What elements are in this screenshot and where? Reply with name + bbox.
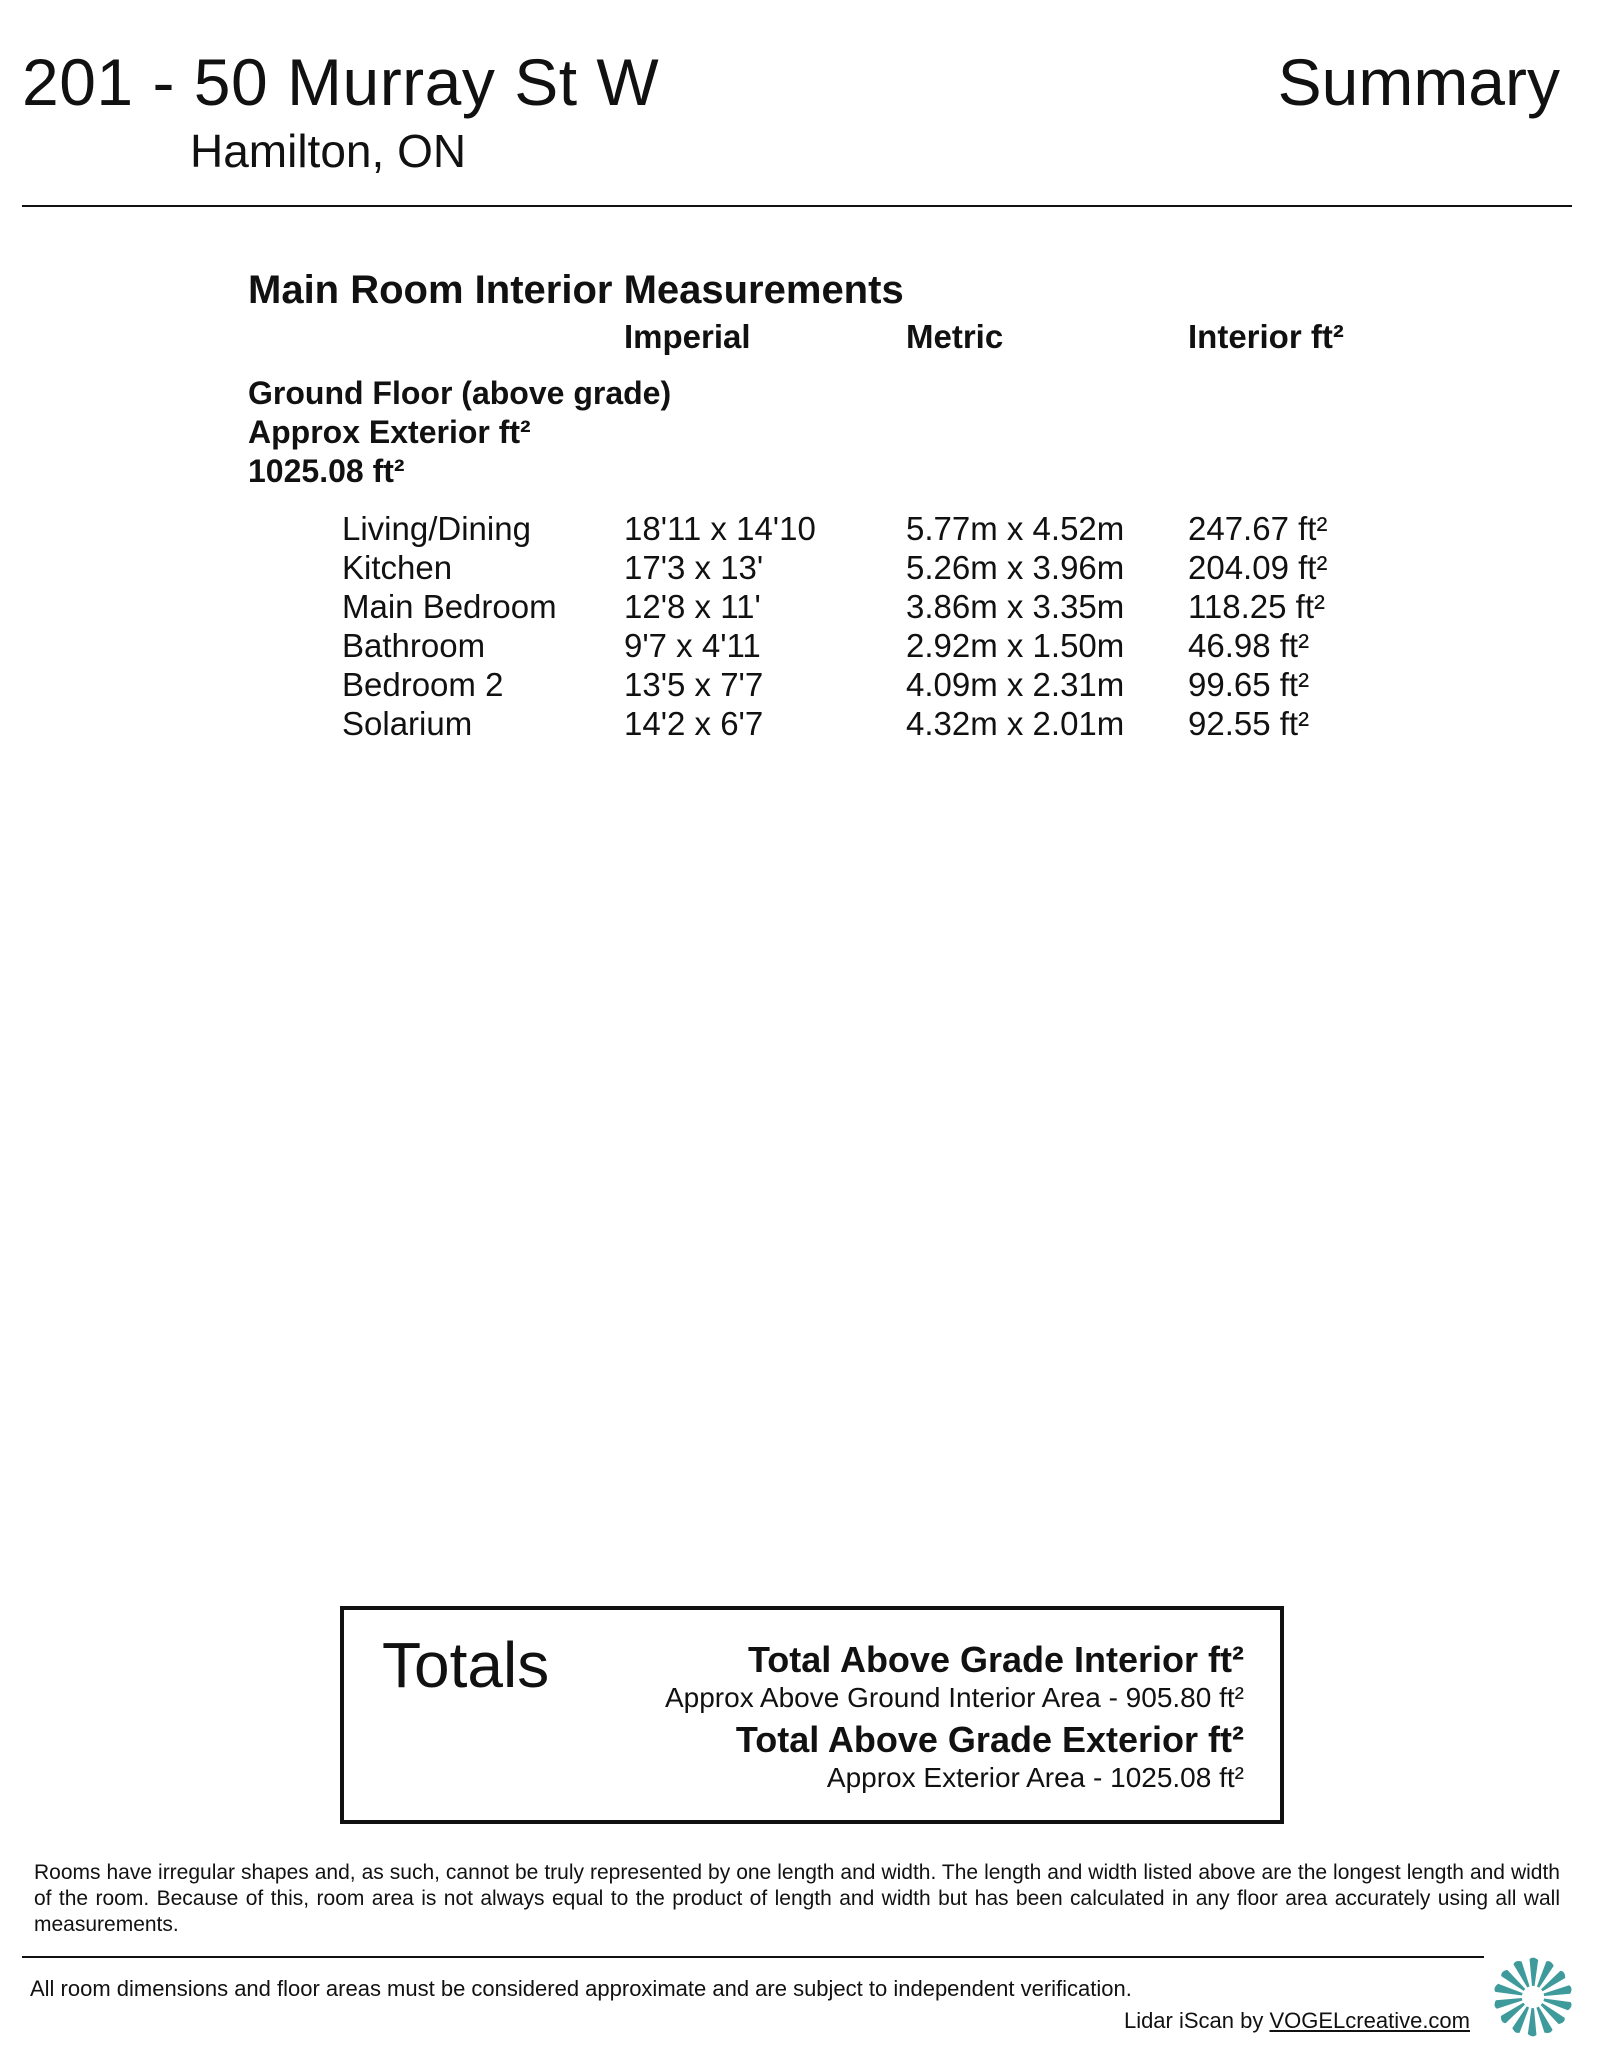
header-divider bbox=[22, 205, 1572, 207]
total-exterior-heading: Total Above Grade Exterior ft² bbox=[735, 1719, 1244, 1760]
room-name: Main Bedroom bbox=[342, 588, 557, 625]
floor-name: Ground Floor (above grade) bbox=[248, 375, 672, 411]
room-row bbox=[342, 510, 1442, 549]
room-imperial: 14'2 x 6'7 bbox=[624, 705, 764, 742]
room-imperial: 9'7 x 4'11 bbox=[624, 627, 761, 664]
room-row bbox=[342, 588, 1442, 627]
room-name: Kitchen bbox=[342, 549, 453, 586]
room-name: Bedroom 2 bbox=[342, 666, 504, 703]
room-imperial: 17'3 x 13' bbox=[624, 549, 764, 586]
room-metric: 4.09m x 2.31m bbox=[906, 666, 1125, 703]
room-area: 118.25 ft² bbox=[1188, 588, 1325, 625]
room-metric: 5.77m x 4.52m bbox=[906, 510, 1125, 547]
totals-title: Totals bbox=[382, 1629, 550, 1701]
disclaimer: Rooms have irregular shapes and, as such, cannot be truly represented by one length and width. The length and width listed above are the longest length and width of the room. Because of this, room area is not always equal to the product of length and width but has been calculated in any floor area accurately using all wall measurements. bbox=[34, 1861, 1560, 1936]
address-line1: 201 - 50 Murray St W bbox=[22, 45, 660, 119]
totals-details bbox=[665, 1640, 1244, 1800]
room-metric: 2.92m x 1.50m bbox=[906, 627, 1125, 664]
room-area: 46.98 ft² bbox=[1188, 627, 1310, 664]
room-metric: 3.86m x 3.35m bbox=[906, 588, 1125, 625]
room-name: Solarium bbox=[342, 705, 473, 742]
column-header-imperial: Imperial bbox=[624, 318, 751, 355]
room-row bbox=[342, 627, 1442, 666]
room-area: 247.67 ft² bbox=[1188, 510, 1328, 547]
column-header-area: Interior ft² bbox=[1188, 318, 1344, 355]
room-row bbox=[342, 666, 1442, 705]
room-area: 204.09 ft² bbox=[1188, 549, 1328, 586]
room-area: 92.55 ft² bbox=[1188, 705, 1310, 742]
footer-divider bbox=[22, 1956, 1484, 1958]
room-table bbox=[342, 510, 1442, 744]
footer-note: All room dimensions and floor areas must be considered approximate and are subject to independent verification. bbox=[30, 1976, 1132, 2001]
totals-box bbox=[340, 1606, 1284, 1824]
address-line2: Hamilton, ON bbox=[190, 125, 467, 177]
total-interior-line: Approx Above Ground Interior Area - 905.80 ft² bbox=[664, 1682, 1244, 1713]
vogel-logo-icon bbox=[1490, 1954, 1576, 2040]
total-interior-heading: Total Above Grade Interior ft² bbox=[747, 1639, 1244, 1680]
room-imperial: 18'11 x 14'10 bbox=[624, 510, 816, 547]
room-imperial: 12'8 x 11' bbox=[624, 588, 761, 625]
credit-prefix: Lidar iScan by bbox=[1123, 2008, 1270, 2033]
room-row bbox=[342, 705, 1442, 744]
room-metric: 4.32m x 2.01m bbox=[906, 705, 1125, 742]
exterior-area-value: 1025.08 ft² bbox=[248, 453, 405, 489]
room-imperial: 13'5 x 7'7 bbox=[624, 666, 764, 703]
credit bbox=[1124, 2008, 1470, 2034]
section-title: Main Room Interior Measurements bbox=[248, 268, 904, 312]
exterior-area-label: Approx Exterior ft² bbox=[248, 414, 531, 450]
summary-title: Summary bbox=[1277, 45, 1560, 119]
room-name: Bathroom bbox=[342, 627, 486, 664]
total-exterior-line: Approx Exterior Area - 1025.08 ft² bbox=[826, 1762, 1244, 1793]
room-area: 99.65 ft² bbox=[1188, 666, 1310, 703]
room-name: Living/Dining bbox=[342, 510, 531, 547]
room-row bbox=[342, 549, 1442, 588]
room-metric: 5.26m x 3.96m bbox=[906, 549, 1125, 586]
vogel-creative-link[interactable]: VOGELcreative.com bbox=[1269, 2008, 1470, 2033]
column-header-metric: Metric bbox=[906, 318, 1004, 355]
